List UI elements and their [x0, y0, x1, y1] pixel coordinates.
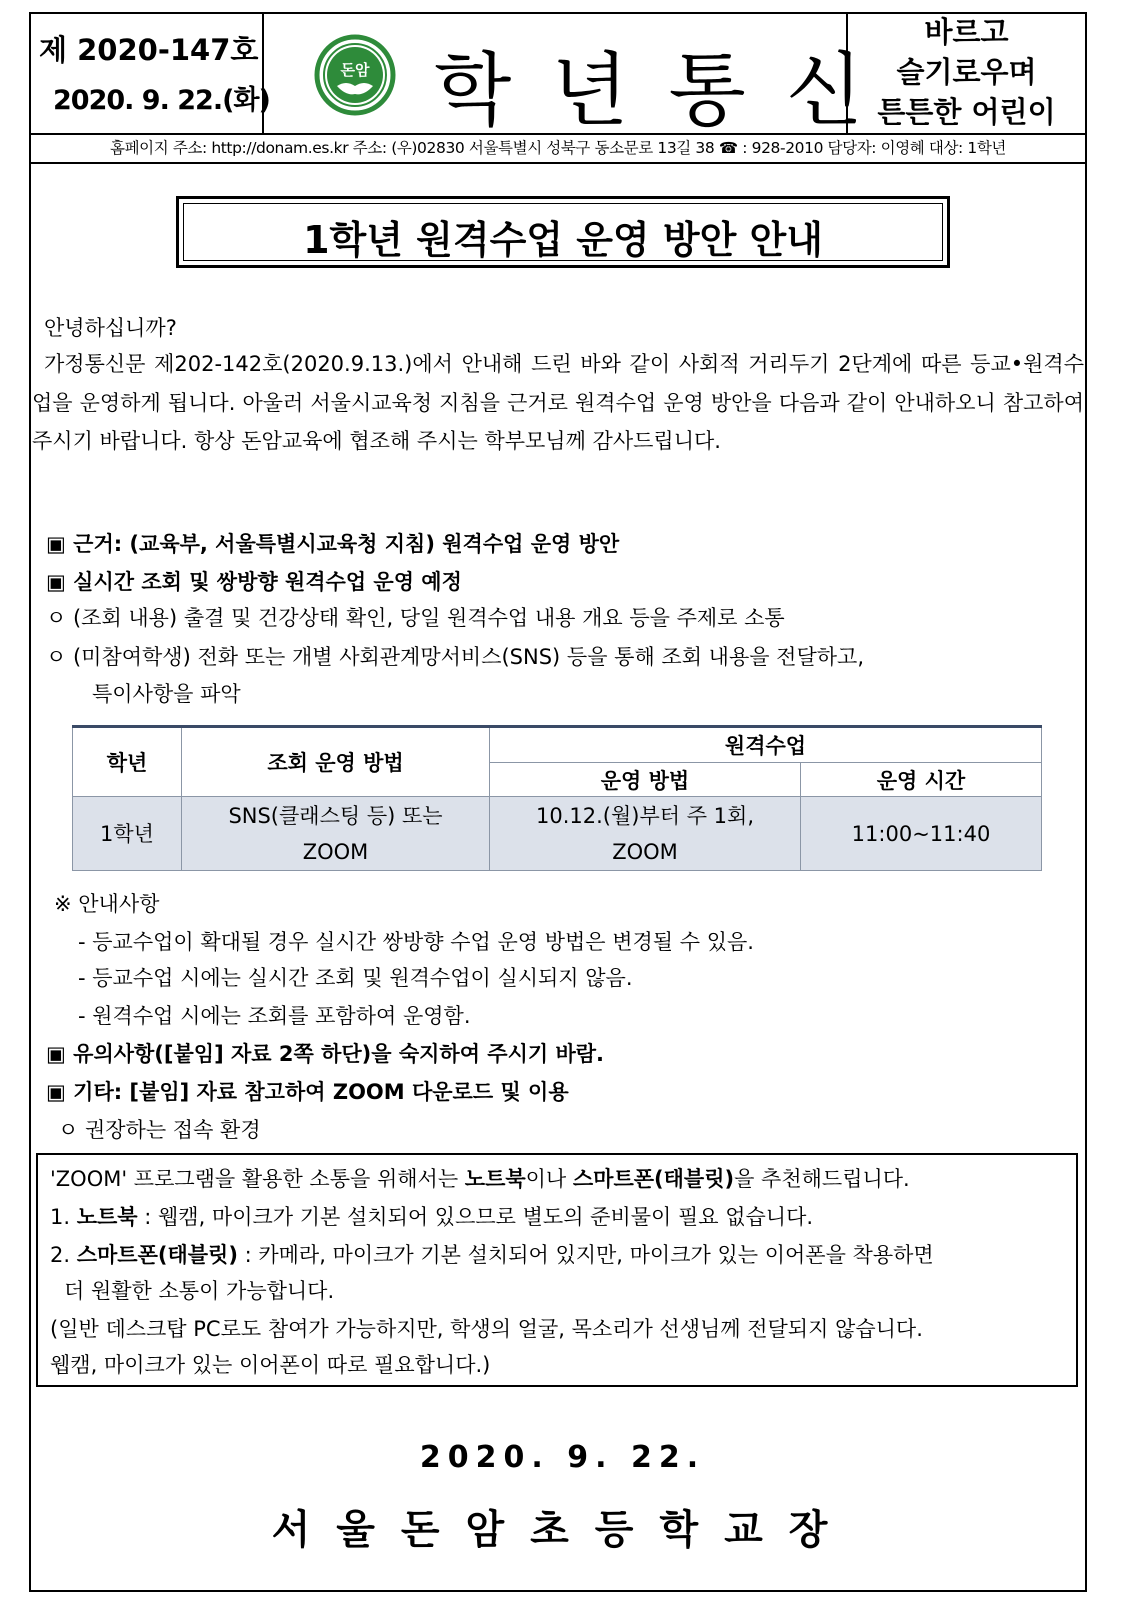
title-block: [264, 12, 904, 137]
box-line: [50, 1239, 934, 1269]
basis-item: ▣ 근거: (교육부, 서울특별시교육청 지침) 원격수업 운영 방안: [46, 532, 620, 556]
box-text: 'ZOOM' 프로그램을 활용한 소통을 위해서는: [50, 1167, 465, 1191]
note-line: - 등교수업이 확대될 경우 실시간 쌍방향 수업 운영 방법은 변경될 수 있음.: [78, 930, 754, 954]
absent-student-item: ㅇ (미참여학생) 전화 또는 개별 사회관계망서비스(SNS) 등을 통해 조회 내용을 전달하고,: [46, 645, 865, 669]
homeroom-content-item: ㅇ (조회 내용) 출결 및 건강상태 확인, 당일 원격수업 내용 개요 등을 주제로 소통: [46, 606, 785, 630]
school-motto: [848, 12, 1085, 133]
document-title-box: [176, 196, 950, 268]
box-emphasis: 스마트폰(태블릿): [76, 1243, 238, 1267]
newsletter-title: 학년통신: [434, 44, 904, 137]
document-title: 1학년 원격수업 운영 방안 안내: [303, 218, 823, 262]
box-line: [50, 1163, 910, 1193]
box-text: 을 추천해드립니다.: [734, 1167, 910, 1191]
caution-item: ▣ 유의사항([붙임] 자료 2쪽 하단)을 숙지하여 주시기 바람.: [46, 1042, 605, 1066]
logo-text: 돈암: [340, 61, 370, 79]
box-line: 웹캠, 마이크가 있는 이어폰이 따로 필요합니다.): [50, 1353, 491, 1377]
issue-number: 제 2020-147호: [39, 33, 259, 67]
schedule-table: [72, 725, 1042, 871]
box-text: 이나: [525, 1167, 573, 1191]
motto-line: 슬기로우며: [896, 55, 1037, 89]
motto-line: 바르고: [924, 15, 1009, 49]
footer-date: 2020. 9. 22.: [419, 1440, 706, 1475]
recommendation-box: [36, 1153, 1078, 1387]
cell-time: 11:00~11:40: [801, 797, 1042, 871]
newsletter-header: [29, 12, 1087, 135]
box-text: 2.: [50, 1243, 77, 1267]
col-header-grade: 학년: [73, 727, 182, 797]
cell-method: [490, 797, 801, 871]
greeting: 안녕하십니까?: [44, 316, 177, 340]
principal-signature: 서울돈암초등학교장: [271, 1507, 854, 1553]
col-header-time: 운영 시간: [801, 763, 1042, 797]
box-text: 1.: [50, 1205, 77, 1229]
box-line: [50, 1201, 813, 1231]
notes-heading: ※ 안내사항: [54, 892, 160, 916]
box-text: : 카메라, 마이크가 기본 설치되어 있지만, 마이크가 있는 이어폰을 착용하면: [237, 1243, 934, 1267]
cell-homeroom-line: ZOOM: [302, 839, 369, 864]
cell-method-line: 10.12.(월)부터 주 1회,: [536, 803, 754, 828]
note-line: - 원격수업 시에는 조회를 포함하여 운영함.: [78, 1004, 471, 1028]
box-emphasis: 노트북: [76, 1205, 138, 1229]
box-line: 더 원활한 소통이 가능합니다.: [64, 1279, 335, 1303]
motto-line: 튼튼한 어린이: [877, 95, 1056, 129]
contact-info-bar: 홈페이지 주소: http://donam.es.kr 주소: (우)02830 서울특별시 성북구 동소문로 13길 38 ☎ : 928-2010 담당자: 이영혜 대상: 1학년: [29, 135, 1087, 164]
school-logo: [314, 34, 396, 116]
cell-homeroom: [182, 797, 490, 871]
plan-item: ▣ 실시간 조회 및 쌍방향 원격수업 운영 예정: [46, 570, 462, 594]
col-header-homeroom: 조회 운영 방법: [182, 727, 490, 797]
issue-date: 2020. 9. 22.(화): [53, 85, 270, 116]
note-line: - 등교수업 시에는 실시간 조회 및 원격수업이 실시되지 않음.: [78, 966, 633, 990]
intro-paragraph: 가정통신문 제202-142호(2020.9.13.)에서 안내해 드린 바와 같이 사회적 거리두기 2단계에 따른 등교•원격수업을 운영하게 됩니다. 아울러 서울시교육청 지침을 근거로 원격수업 운영 방안을 다음과 같이 안내하오니 참고하여 주시기 바랍니다. 항상 돈암교육에 협조해 주시는 학부모님께 감사드립니다.: [32, 352, 1084, 453]
col-header-remote: 원격수업: [490, 727, 1042, 763]
col-header-method: 운영 방법: [490, 763, 801, 797]
issue-block: [29, 12, 270, 133]
etc-item: ▣ 기타: [붙임] 자료 참고하여 ZOOM 다운로드 및 이용: [46, 1080, 569, 1104]
table-row: [73, 797, 1042, 871]
box-emphasis: 노트북: [464, 1167, 526, 1191]
absent-student-item-cont: 특이사항을 파악: [92, 682, 241, 706]
cell-method-line: ZOOM: [612, 839, 678, 864]
cell-homeroom-line: SNS(클래스팅 등) 또는: [228, 803, 443, 828]
cell-grade: 1학년: [73, 797, 182, 871]
environment-item: ㅇ 권장하는 접속 환경: [58, 1118, 261, 1142]
box-text: : 웹캠, 마이크가 기본 설치되어 있으므로 별도의 준비물이 필요 없습니다.: [137, 1205, 814, 1229]
box-line: (일반 데스크탑 PC로도 참여가 가능하지만, 학생의 얼굴, 목소리가 선생님께 전달되지 않습니다.: [50, 1317, 923, 1341]
box-emphasis: 스마트폰(태블릿): [572, 1167, 735, 1191]
